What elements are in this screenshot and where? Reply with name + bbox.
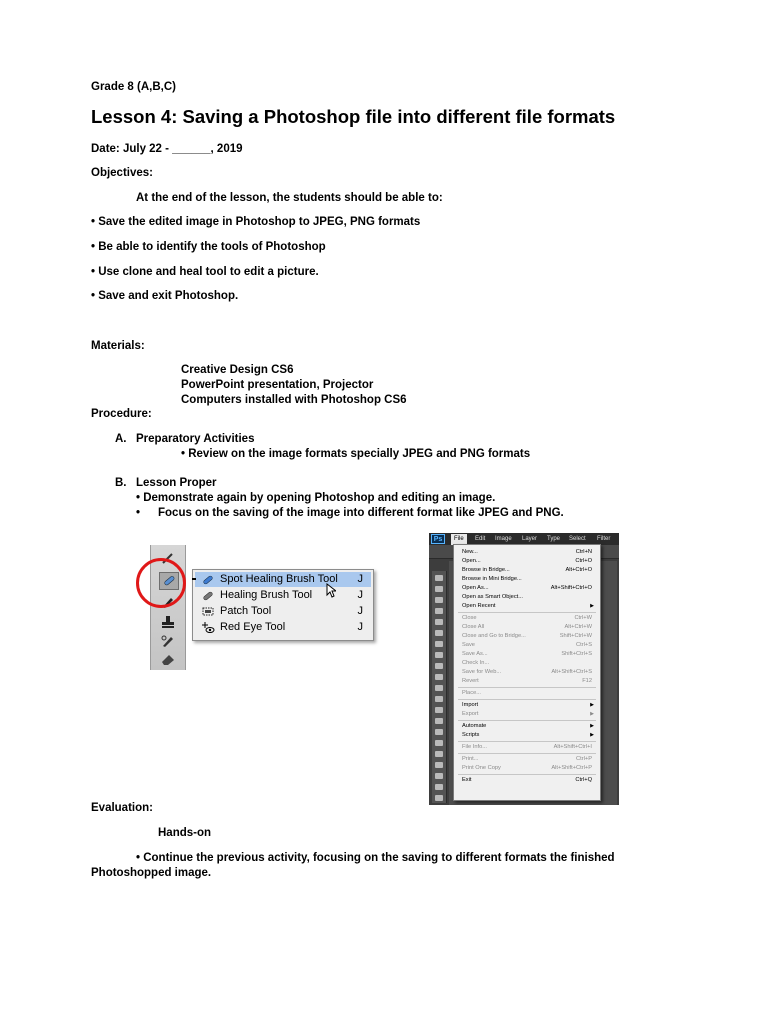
menu-item-label: Export [462, 711, 479, 717]
menu-separator [458, 741, 596, 742]
file-menu-item[interactable] [462, 776, 596, 784]
grade-line: Grade 8 (A,B,C) [91, 81, 176, 93]
submenu-arrow-icon: ▶ [590, 702, 594, 708]
objective-item: • Be able to identify the tools of Photoshop [91, 241, 326, 253]
eraser-icon[interactable] [160, 652, 176, 666]
healing-brush-icon [201, 589, 215, 602]
menu-item-shortcut: Ctrl+S [576, 642, 592, 648]
submenu-arrow-icon: ▶ [590, 603, 594, 609]
flyout-item-healing-brush[interactable] [195, 588, 371, 603]
menu-item-shortcut: Alt+Shift+Ctrl+P [551, 765, 592, 771]
menu-separator [458, 774, 596, 775]
menu-filter[interactable]: Filter [597, 536, 611, 542]
menu-item-label: Close and Go to Bridge... [462, 633, 526, 639]
menu-separator [458, 612, 596, 613]
ps-tool-icon[interactable] [435, 795, 443, 801]
ps-tool-icon[interactable] [435, 707, 443, 713]
flyout-item-red-eye[interactable] [195, 620, 371, 635]
flyout-item-shortcut: J [357, 621, 363, 633]
ps-toolbar [432, 571, 447, 803]
ps-tool-icon[interactable] [435, 630, 443, 636]
file-menu-item[interactable] [462, 614, 596, 622]
ps-tool-icon[interactable] [435, 729, 443, 735]
date-line: Date: July 22 - ______, 2019 [91, 143, 243, 155]
ps-tool-icon[interactable] [435, 608, 443, 614]
file-menu-item[interactable] [462, 584, 596, 592]
file-menu-item[interactable] [462, 701, 596, 709]
clone-stamp-icon[interactable] [160, 615, 176, 629]
menu-item-label: Open... [462, 558, 481, 564]
ps-tool-icon[interactable] [435, 773, 443, 779]
menu-item-label: Open As... [462, 585, 489, 591]
menu-item-shortcut: Ctrl+Q [575, 777, 592, 783]
ps-tool-icon[interactable] [435, 575, 443, 581]
menu-item-shortcut: Alt+Ctrl+W [564, 624, 592, 630]
ps-tool-icon[interactable] [435, 718, 443, 724]
menu-select[interactable]: Select [569, 536, 586, 542]
menu-item-label: New... [462, 549, 478, 555]
file-menu-item[interactable] [462, 659, 596, 667]
material-item: PowerPoint presentation, Projector [181, 379, 374, 391]
ps-tool-icon[interactable] [435, 674, 443, 680]
evaluation-sub: Hands-on [158, 827, 212, 839]
mouse-cursor-icon [326, 583, 336, 603]
menu-item-label: Browse in Mini Bridge... [462, 576, 522, 582]
menu-separator [458, 699, 596, 700]
ps-tool-icon[interactable] [435, 696, 443, 702]
ps-tool-icon[interactable] [435, 784, 443, 790]
menu-item-shortcut: Ctrl+P [576, 756, 592, 762]
evaluation-line: • Continue the previous activity, focusing on the saving to different formats the finished [136, 852, 615, 864]
healing-tool-flyout-figure [150, 545, 380, 670]
menu-item-shortcut: F12 [582, 678, 592, 684]
ps-tool-icon[interactable] [435, 751, 443, 757]
menu-item-label: File Info... [462, 744, 487, 750]
ps-tool-icon[interactable] [435, 586, 443, 592]
objective-item: • Use clone and heal tool to edit a picture. [91, 266, 319, 278]
file-menu-item[interactable] [462, 722, 596, 730]
menu-item-label: Exit [462, 777, 472, 783]
flyout-item-label: Healing Brush Tool [220, 589, 313, 601]
ps-tool-icon[interactable] [435, 641, 443, 647]
menu-file[interactable]: File [451, 534, 467, 545]
file-menu-item[interactable] [462, 548, 596, 556]
file-menu-item[interactable] [462, 602, 596, 610]
submenu-arrow-icon: ▶ [590, 711, 594, 717]
procedure-b-marker: B. [115, 477, 127, 489]
evaluation-heading: Evaluation: [91, 802, 153, 814]
flyout-item-label: Patch Tool [220, 605, 272, 617]
file-menu-item[interactable] [462, 641, 596, 649]
menu-item-shortcut: Alt+Shift+Ctrl+I [553, 744, 592, 750]
menu-item-shortcut: Ctrl+O [575, 558, 592, 564]
flyout-item-shortcut: J [357, 589, 363, 601]
file-menu-item[interactable] [462, 710, 596, 718]
file-menu-item[interactable] [462, 632, 596, 640]
file-menu-item[interactable] [462, 677, 596, 685]
ps-tool-icon[interactable] [435, 740, 443, 746]
objective-item: • Save and exit Photoshop. [91, 290, 239, 302]
highlight-circle [136, 558, 186, 608]
submenu-arrow-icon: ▶ [590, 732, 594, 738]
evaluation-line: Photoshopped image. [91, 867, 212, 879]
photoshop-file-menu-figure [429, 533, 619, 805]
file-menu-item[interactable] [462, 668, 596, 676]
menu-edit[interactable]: Edit [475, 536, 486, 542]
menu-item-label: Check In... [462, 660, 490, 666]
menu-item-label: Close All [462, 624, 485, 630]
menu-item-label: Save As... [462, 651, 488, 657]
menu-item-label: Close [462, 615, 477, 621]
tool-flyout-menu [192, 569, 374, 641]
procedure-b-title: Lesson Proper [136, 477, 217, 489]
file-menu-item[interactable] [462, 755, 596, 763]
file-menu-item[interactable] [462, 566, 596, 574]
objective-item: • Save the edited image in Photoshop to JPEG, PNG formats [91, 216, 421, 228]
objectives-intro: At the end of the lesson, the students should be able to: [136, 192, 443, 204]
file-menu-item[interactable] [462, 593, 596, 601]
materials-heading: Materials: [91, 340, 145, 352]
spot-healing-brush-icon [201, 573, 215, 586]
procedure-heading: Procedure: [91, 408, 152, 420]
menu-image[interactable]: Image [495, 536, 512, 542]
file-menu-item[interactable] [462, 650, 596, 658]
procedure-a-item: • Review on the image formats specially JPEG and PNG formats [181, 448, 531, 460]
flyout-item-label: Spot Healing Brush Tool [220, 573, 338, 585]
flyout-item-spot-healing-brush[interactable] [195, 572, 371, 587]
ps-logo: Ps [431, 534, 445, 544]
menu-separator [458, 687, 596, 688]
file-menu-item[interactable] [462, 575, 596, 583]
menu-item-label: Open as Smart Object... [462, 594, 524, 600]
flyout-item-patch[interactable] [195, 604, 371, 619]
ps-tool-icon[interactable] [435, 685, 443, 691]
file-menu-item[interactable] [462, 764, 596, 772]
menu-item-label: Open Recent [462, 603, 496, 609]
ps-tool-icon[interactable] [435, 663, 443, 669]
procedure-b-bullet: • [136, 507, 141, 519]
menu-item-label: Place... [462, 690, 481, 696]
menu-item-label: Print... [462, 756, 479, 762]
flyout-item-shortcut: J [357, 605, 363, 617]
menu-item-shortcut: Alt+Shift+Ctrl+O [550, 585, 592, 591]
procedure-a-marker: A. [115, 433, 127, 445]
procedure-b-item: Focus on the saving of the image into different format like JPEG and PNG. [158, 507, 564, 519]
ps-tool-icon[interactable] [435, 597, 443, 603]
file-menu-item[interactable] [462, 623, 596, 631]
objectives-heading: Objectives: [91, 167, 153, 179]
menu-separator [458, 720, 596, 721]
menu-separator [458, 753, 596, 754]
flyout-item-label: Red Eye Tool [220, 621, 286, 633]
procedure-a-title: Preparatory Activities [136, 433, 255, 445]
menu-item-shortcut: Shift+Ctrl+S [561, 651, 592, 657]
history-brush-icon[interactable] [160, 634, 176, 648]
menu-item-shortcut: Alt+Ctrl+O [565, 567, 592, 573]
red-eye-icon [201, 621, 215, 634]
menu-item-shortcut: Alt+Shift+Ctrl+S [551, 669, 592, 675]
ps-tool-icon[interactable] [435, 652, 443, 658]
file-menu-item[interactable] [462, 731, 596, 739]
material-item: Creative Design CS6 [181, 364, 294, 376]
lesson-title: Lesson 4: Saving a Photoshop file into different file formats [91, 106, 616, 127]
file-menu-dropdown [453, 544, 601, 801]
menu-item-label: Scripts [462, 732, 480, 738]
menu-item-label: Save [462, 642, 475, 648]
menu-item-label: Print One Copy [462, 765, 501, 771]
menu-layer[interactable]: Layer [522, 536, 538, 542]
menu-item-label: Automate [462, 723, 487, 729]
menu-item-label: Revert [462, 678, 479, 684]
file-menu-item[interactable] [462, 689, 596, 697]
menu-item-label: Save for Web... [462, 669, 502, 675]
file-menu-item[interactable] [462, 557, 596, 565]
ps-tool-icon[interactable] [435, 762, 443, 768]
menu-item-shortcut: Ctrl+N [575, 549, 592, 555]
selected-bullet-icon [192, 578, 196, 580]
submenu-arrow-icon: ▶ [590, 723, 594, 729]
ps-tool-icon[interactable] [435, 619, 443, 625]
menu-item-shortcut: Shift+Ctrl+W [559, 633, 592, 639]
menu-type[interactable]: Type [547, 536, 561, 542]
file-menu-item[interactable] [462, 743, 596, 751]
flyout-item-shortcut: J [357, 573, 363, 585]
patch-icon [201, 605, 215, 618]
material-item: Computers installed with Photoshop CS6 [181, 394, 407, 406]
menu-item-label: Import [462, 702, 479, 708]
procedure-b-item: • Demonstrate again by opening Photoshop and editing an image. [136, 492, 496, 504]
menu-item-shortcut: Ctrl+W [574, 615, 592, 621]
menu-item-label: Browse in Bridge... [462, 567, 510, 573]
